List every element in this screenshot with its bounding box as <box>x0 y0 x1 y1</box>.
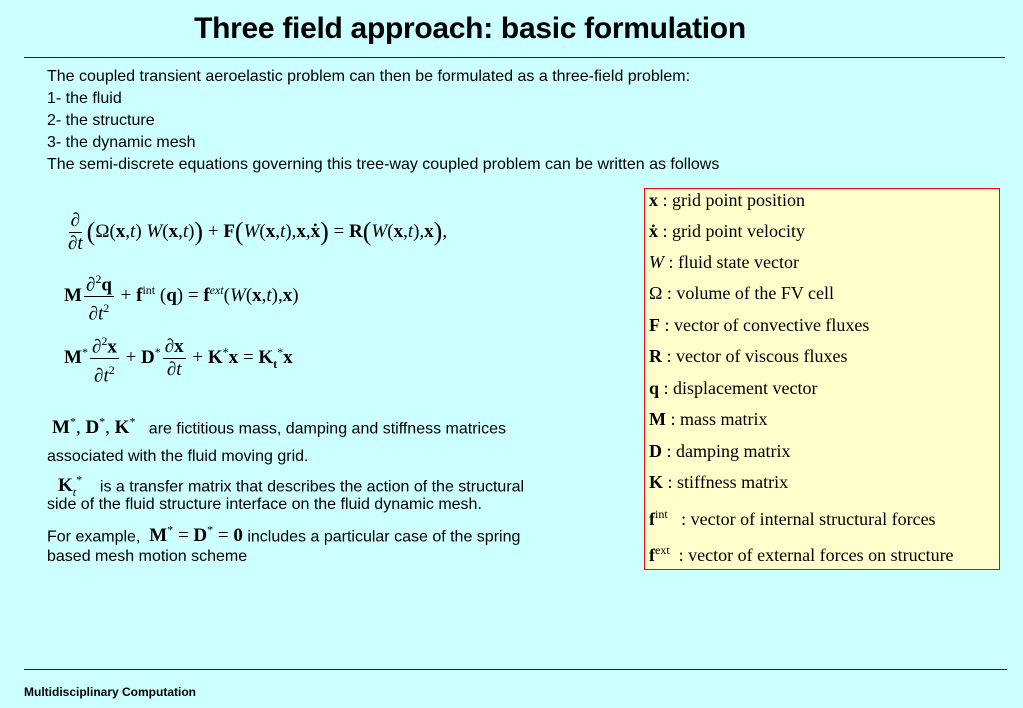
legend-item: K : stiffness matrix <box>649 472 789 492</box>
symbol-legend <box>644 188 1000 570</box>
example-paragraph <box>47 520 520 547</box>
footer-text: Multidisciplinary Computation <box>24 685 197 699</box>
legend-item: x : grid point position <box>649 190 806 210</box>
footer-divider <box>24 669 1007 670</box>
legend-item: ẋ : grid point velocity <box>649 221 805 241</box>
intro-text <box>47 66 719 176</box>
legend-item: q : displacement vector <box>649 378 818 398</box>
legend-item: W : fluid state vector <box>649 252 799 272</box>
legend-item: F : vector of convective fluxes <box>649 315 870 335</box>
example-text-cont: based mesh motion scheme <box>47 548 248 565</box>
intro-line: The semi-discrete equations governing this tree-way coupled problem can be written as follows <box>47 156 720 173</box>
structure-equation: M $\frac{\partial^2q}{\partial t^2}$ + $f^{int}$ $(q) = f^{ext}(W(x,t),x)$ <box>64 268 299 326</box>
example-suffix: includes a particular case of the spring <box>247 528 521 546</box>
example-prefix: For example, <box>47 528 141 546</box>
transfer-text: is a transfer matrix that describes the action of the structural <box>99 478 525 496</box>
fluid-equation: $\frac{\partial}{\partial t}$ (Ω(x,t) W(x,t)) + F(W(x,t),x,ẋ) = R(W(x,t),x), <box>68 210 448 254</box>
title-divider <box>24 57 1005 58</box>
legend-item: $f^{ext}$ : vector of external forces on structure <box>649 543 954 565</box>
fictitious-matrices-symbols: M*, D*, K* <box>52 415 136 439</box>
legend-item: Ω : volume of the FV cell <box>649 283 835 303</box>
fictitious-text-cont: associated with the fluid moving grid. <box>47 448 309 465</box>
legend-item: M : mass matrix <box>649 409 768 429</box>
legend-item: D : damping matrix <box>649 441 791 461</box>
example-equation: M* = D* = 0 <box>149 523 243 547</box>
slide-title: Three field approach: basic formulation <box>194 12 746 45</box>
fictitious-text: are fictitious mass, damping and stiffness matrices <box>148 420 506 438</box>
legend-item: $f^{int}$ : vector of internal structural forces <box>649 507 936 529</box>
mesh-equation: M* $\frac{\partial^2x}{\partial t^2}$ + D* $\frac{\partial x}{\partial t}$ + $K^*x = K_t^*x$ <box>64 330 293 388</box>
transfer-text-cont: side of the fluid structure interface on the fluid dynamic mesh. <box>47 496 482 513</box>
intro-line: 1- the fluid <box>47 90 122 107</box>
intro-line: 2- the structure <box>47 112 155 129</box>
intro-line: The coupled transient aeroelastic problem can then be formulated as a three-field problem: <box>47 68 691 85</box>
legend-item: R : vector of viscous fluxes <box>649 346 848 366</box>
intro-line: 3- the dynamic mesh <box>47 134 196 151</box>
transfer-matrix-symbol: $K_t^*$ <box>58 473 83 500</box>
fictitious-matrices-paragraph <box>52 412 506 439</box>
